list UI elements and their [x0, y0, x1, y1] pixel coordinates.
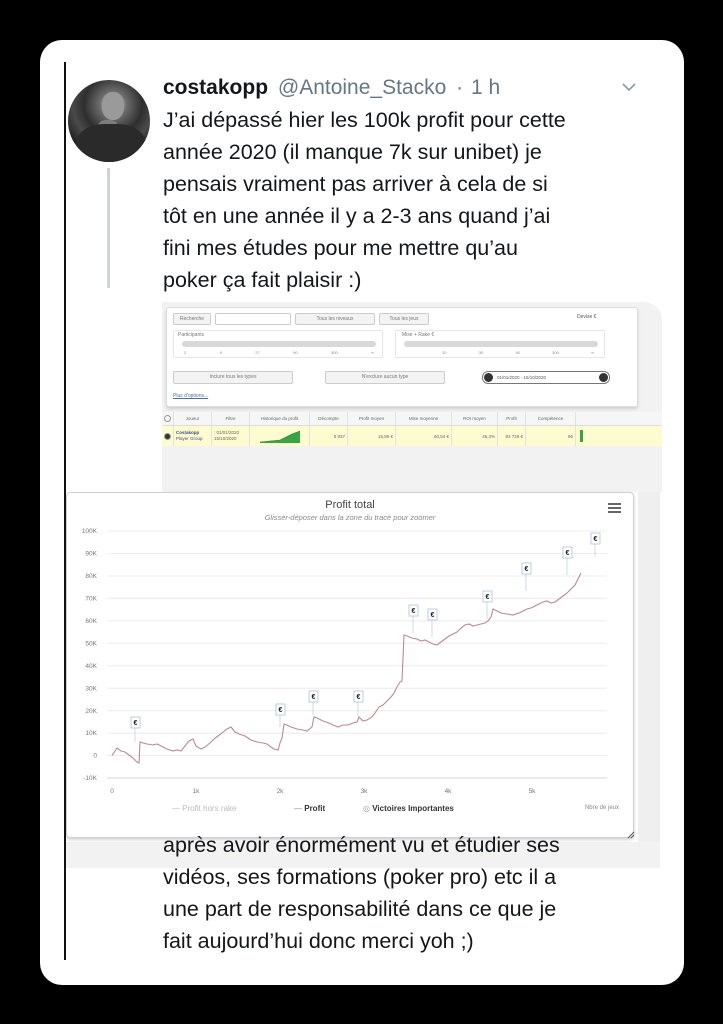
tweet-text-line: pensais vraiment pas arriver à cela de si: [163, 172, 548, 196]
svg-text:90K: 90K: [85, 550, 97, 558]
column-header[interactable]: Compétence: [526, 412, 576, 425]
chart-subtitle: Glisser-déposer dans la zone du tracé pour zoomer: [264, 513, 436, 522]
filter-cell: [212, 426, 250, 446]
stake-ticks: [442, 350, 594, 355]
x-axis-labels: [110, 788, 536, 795]
svg-text:4k: 4k: [444, 788, 452, 795]
participants-group: [173, 330, 383, 358]
table-header: [162, 412, 662, 426]
svg-text:40K: 40K: [85, 663, 97, 670]
profit-line-chart[interactable]: [67, 493, 635, 839]
filter-to: 15/10/2020: [214, 436, 237, 441]
date-range-input[interactable]: 01/01/2020 - 15/10/2020: [482, 371, 610, 384]
row-checkbox[interactable]: [162, 426, 174, 446]
svg-text:0: 0: [110, 788, 114, 795]
search-label: Recherche: [173, 313, 211, 325]
author-name[interactable]: costakopp: [163, 76, 269, 99]
svg-text:30K: 30K: [85, 685, 97, 693]
tweet-continuation-text: [163, 829, 653, 957]
svg-text:70K: 70K: [85, 595, 97, 603]
count-cell: 5 937: [310, 426, 348, 446]
tick: 30: [478, 350, 484, 355]
author-handle[interactable]: @Antoine_Stacko: [277, 76, 447, 99]
tweet-text: [163, 104, 653, 296]
tweet-text-line: fait aujourd’hui donc merci yoh ;): [163, 929, 474, 953]
profit-chart-panel[interactable]: [66, 492, 634, 838]
column-header[interactable]: Mise moyenne: [396, 412, 452, 425]
svg-text:5k: 5k: [528, 788, 536, 795]
participants-label: Participants: [178, 332, 205, 338]
select-all-checkbox[interactable]: [162, 412, 174, 425]
svg-text:100K: 100K: [81, 528, 97, 535]
svg-text:10K: 10K: [85, 730, 97, 737]
tweet-text-line: une part de responsabilité dans ce que je: [163, 897, 557, 921]
tweet-text-line: J’ai dépassé hier les 100k profit pour cette: [163, 108, 566, 132]
y-axis-labels: [82, 528, 98, 782]
svg-text:€: €: [430, 612, 435, 619]
column-header[interactable]: ROI moyen: [452, 412, 498, 425]
currency-label[interactable]: Devise €: [577, 314, 597, 320]
svg-text:€: €: [524, 566, 529, 573]
svg-text:€: €: [133, 720, 138, 727]
embedded-screenshot[interactable]: [66, 302, 684, 830]
svg-text:€: €: [411, 608, 416, 615]
tick: 27: [255, 350, 260, 355]
column-header[interactable]: Joueur: [174, 412, 212, 425]
tick: 90: [515, 350, 520, 355]
filter-from: : 01/01/2020: [214, 430, 240, 435]
column-header[interactable]: Profit: [498, 412, 526, 425]
participants-ticks: [184, 350, 374, 355]
calendar-end-icon[interactable]: [599, 373, 608, 382]
tick: 2: [184, 350, 187, 355]
svg-text:€: €: [356, 694, 361, 701]
svg-text:€: €: [485, 594, 490, 601]
tweet-card: [40, 40, 684, 985]
svg-text:1k: 1k: [192, 788, 200, 795]
tick: 300: [331, 350, 338, 355]
tweet-text-line: fini mes études pour me mettre qu’au: [163, 236, 518, 260]
tweet-text-line: poker ça fait plaisir :): [163, 268, 362, 292]
legend-item-profit-hors-rake[interactable]: — Profit hors rake: [172, 804, 237, 813]
thread-line: [107, 168, 110, 288]
svg-text:3k: 3k: [360, 788, 368, 795]
svg-text:60K: 60K: [85, 618, 97, 625]
svg-text:€: €: [593, 536, 598, 543]
tweet-time[interactable]: 1 h: [470, 76, 501, 99]
tick: 90: [293, 350, 298, 355]
filter-panel: [166, 307, 638, 407]
svg-text:2k: 2k: [276, 788, 284, 795]
svg-text:0: 0: [93, 752, 97, 760]
tick: 10: [442, 350, 447, 355]
tweet-text-line: vidéos, ses formations (poker pro) etc il a: [163, 865, 557, 889]
tweet-text-line: après avoir énormément vu et étudier ses: [163, 833, 560, 857]
avg-profit-cell: 15,86 €: [348, 426, 396, 446]
svg-text:50K: 50K: [85, 640, 97, 648]
more-options-link[interactable]: Plus d'options...: [173, 393, 209, 399]
stake-slider[interactable]: [404, 341, 598, 347]
x-axis-title: Nbre de jeux: [584, 805, 619, 811]
tweet-text-line: année 2020 (il manque 7k sur unibet) je: [163, 140, 542, 164]
calendar-start-icon[interactable]: [484, 373, 493, 382]
skill-cell: 96: [526, 426, 576, 446]
tick: 9: [219, 350, 222, 355]
games-select[interactable]: Tous les jeux: [379, 313, 429, 325]
levels-select[interactable]: Tous les niveaux: [295, 313, 375, 325]
legend-item-victoires[interactable]: ◎ Victoires Importantes: [363, 804, 454, 813]
svg-text:€: €: [311, 694, 316, 701]
table-row[interactable]: [162, 426, 662, 446]
avatar[interactable]: [68, 80, 150, 162]
profit-series-line: [112, 573, 581, 763]
profit-history-sparkline: [250, 426, 310, 446]
results-table: [162, 412, 662, 452]
column-header[interactable]: Filtre: [212, 412, 250, 425]
legend-item-profit[interactable]: — Profit: [294, 804, 326, 813]
exclude-types-select[interactable]: N'exclure aucun type: [325, 371, 445, 384]
svg-text:20K: 20K: [85, 708, 97, 715]
participants-slider[interactable]: [182, 341, 376, 347]
column-header[interactable]: Historique du profit: [250, 412, 310, 425]
include-types-select[interactable]: Inclure tous les types: [173, 371, 293, 384]
avg-roi-cell: 46,3%: [452, 426, 498, 446]
svg-text:€: €: [565, 550, 570, 557]
column-header[interactable]: Profit moyen: [348, 412, 396, 425]
tick: 300: [552, 350, 559, 355]
svg-text:80K: 80K: [85, 573, 97, 580]
separator: ·: [456, 76, 464, 99]
tweet-header: [163, 76, 500, 100]
chart-title: Profit total: [325, 499, 375, 511]
tick: ∞: [371, 350, 374, 355]
stake-group: [395, 330, 605, 358]
player-cell: [174, 426, 212, 446]
tweet-text-line: tôt en une année il y a 2-3 ans quand j’ai: [163, 204, 551, 228]
player-name[interactable]: Costakopp: [176, 430, 200, 435]
flag-legend-icon: ◎: [363, 804, 373, 813]
skill-bar: [580, 430, 583, 442]
column-header[interactable]: Décompte: [310, 412, 348, 425]
player-group: Player Group: [176, 436, 203, 441]
stake-label: Mise + Rake €: [402, 332, 435, 338]
svg-text:-10K: -10K: [83, 775, 97, 782]
chevron-down-icon[interactable]: [620, 78, 638, 96]
svg-text:€: €: [278, 707, 283, 714]
profit-cell: 93 726 €: [498, 426, 526, 446]
search-input[interactable]: [215, 313, 291, 325]
tick: ∞: [591, 350, 594, 355]
avg-stake-cell: 60,54 €: [396, 426, 452, 446]
scrollbar-area: [638, 492, 660, 864]
